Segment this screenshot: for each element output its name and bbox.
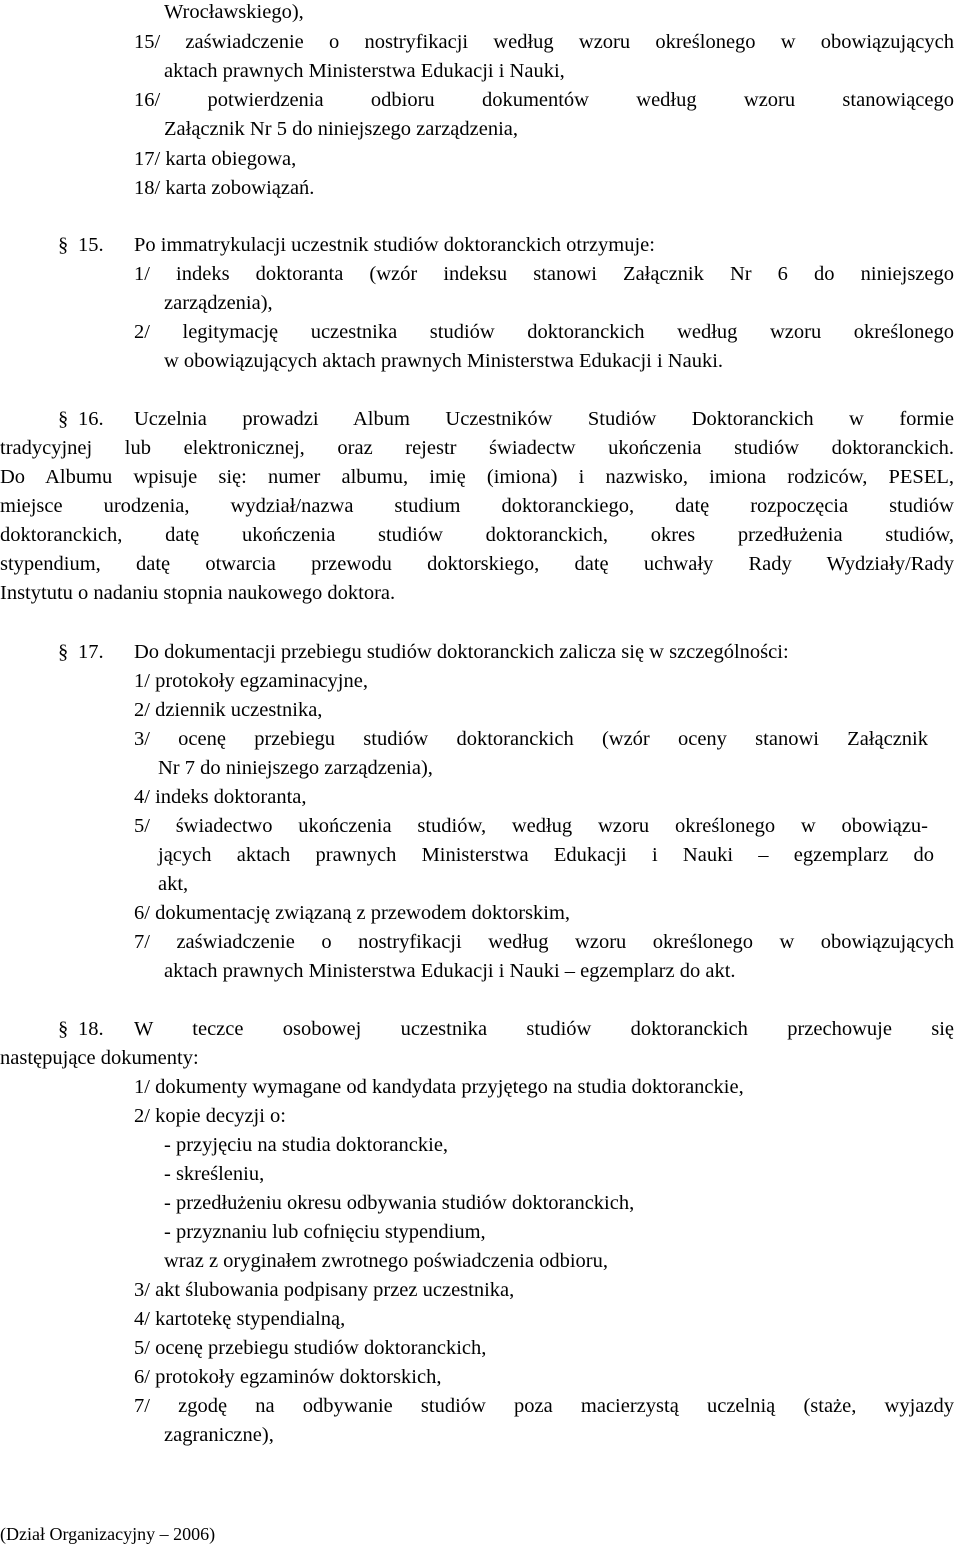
paragraph-line: tradycyjnej lub elektronicznej, oraz rejestr świadectw ukończenia studiów doktoranckich. <box>0 437 954 459</box>
list-item: 2/ legitymację uczestnika studiów doktoranckich według wzoru określonego <box>134 321 954 343</box>
list-item: 5/ świadectwo ukończenia studiów, według wzoru określonego w obowiązu- <box>134 815 928 837</box>
list-item: zarządzenia), <box>164 292 273 314</box>
paragraph-line: następujące dokumenty: <box>0 1047 199 1069</box>
list-item: akt, <box>158 873 189 895</box>
paragraph-line: stypendium, datę otwarcia przewodu doktorskiego, datę uchwały Rady Wydziały/Rady <box>0 553 954 575</box>
list-item: 2/ kopie decyzji o: <box>134 1105 286 1127</box>
section-18-number: 18. <box>78 1018 104 1040</box>
section-16-number: 16. <box>78 408 104 430</box>
list-item: 4/ kartotekę stypendialną, <box>134 1308 346 1330</box>
list-item: 6/ dokumentację związaną z przewodem doktorskim, <box>134 902 571 924</box>
list-item: aktach prawnych Ministerstwa Edukacji i Nauki – egzemplarz do akt. <box>164 960 736 982</box>
list-item: 15/ zaświadczenie o nostryfikacji według wzoru określonego w obowiązujących <box>134 31 954 53</box>
section-17-intro: Do dokumentacji przebiegu studiów doktoranckich zalicza się w szczególności: <box>134 641 789 663</box>
list-item: aktach prawnych Ministerstwa Edukacji i Nauki, <box>164 60 565 82</box>
sub-list-item: - przedłużeniu okresu odbywania studiów doktoranckich, <box>164 1192 635 1214</box>
list-item: Nr 7 do niniejszego zarządzenia), <box>158 757 433 779</box>
paragraph-line: Uczelnia prowadzi Album Uczestników Studiów Doktoranckich w formie <box>134 408 954 430</box>
list-item: 3/ akt ślubowania podpisany przez uczestnika, <box>134 1279 515 1301</box>
section-17-number: 17. <box>78 641 104 663</box>
list-item: 1/ dokumenty wymagane od kandydata przyjętego na studia doktoranckie, <box>134 1076 744 1098</box>
list-item: Załącznik Nr 5 do niniejszego zarządzenia, <box>164 118 519 140</box>
sub-list-item: - skreśleniu, <box>164 1163 265 1185</box>
sub-list-item: - przyjęciu na studia doktoranckie, <box>164 1134 449 1156</box>
list-item: 5/ ocenę przebiegu studiów doktoranckich, <box>134 1337 487 1359</box>
paragraph-line: miejsce urodzenia, wydział/nazwa studium doktoranckiego, datę rozpoczęcia studiów <box>0 495 954 517</box>
section-15-number: 15. <box>78 234 104 256</box>
section-18-paragraph-sign: § <box>58 1018 69 1040</box>
sub-list-item: - przyznaniu lub cofnięciu stypendium, <box>164 1221 486 1243</box>
sub-list-item: wraz z oryginałem zwrotnego poświadczenia odbioru, <box>164 1250 609 1272</box>
page-footer: (Dział Organizacyjny – 2006) <box>0 1524 216 1544</box>
list-item: 7/ zaświadczenie o nostryfikacji według wzoru określonego w obowiązujących <box>134 931 954 953</box>
list-item: 16/ potwierdzenia odbioru dokumentów według wzoru stanowiącego <box>134 89 954 111</box>
list-item: 17/ karta obiegowa, <box>134 148 297 170</box>
list-item: 4/ indeks doktoranta, <box>134 786 307 808</box>
list-item: 3/ ocenę przebiegu studiów doktoranckich (wzór oceny stanowi Załącznik <box>134 728 928 750</box>
paragraph-line: Do Albumu wpisuje się: numer albumu, imię (imiona) i nazwisko, imiona rodziców, PESEL, <box>0 466 954 488</box>
list-item: w obowiązujących aktach prawnych Ministerstwa Edukacji i Nauki. <box>164 350 724 372</box>
list-item: Wrocławskiego), <box>164 1 304 23</box>
list-item: 7/ zgodę na odbywanie studiów poza macierzystą uczelnią (staże, wyjazdy <box>134 1395 954 1417</box>
list-item: 18/ karta zobowiązań. <box>134 177 315 199</box>
list-item: jących aktach prawnych Ministerstwa Edukacji i Nauki – egzemplarz do <box>158 844 934 866</box>
section-16-paragraph-sign: § <box>58 408 69 430</box>
list-item: 6/ protokoły egzaminów doktorskich, <box>134 1366 442 1388</box>
section-15-paragraph-sign: § <box>58 234 69 256</box>
list-item: zagraniczne), <box>164 1424 274 1446</box>
paragraph-line: Instytutu o nadaniu stopnia naukowego doktora. <box>0 582 396 604</box>
paragraph-line: W teczce osobowej uczestnika studiów doktoranckich przechowuje się <box>134 1018 954 1040</box>
list-item: 2/ dziennik uczestnika, <box>134 699 323 721</box>
list-item: 1/ indeks doktoranta (wzór indeksu stanowi Załącznik Nr 6 do niniejszego <box>134 263 954 285</box>
paragraph-line: doktoranckich, datę ukończenia studiów doktoranckich, okres przedłużenia studiów, <box>0 524 954 546</box>
list-item: 1/ protokoły egzaminacyjne, <box>134 670 368 692</box>
section-15-intro: Po immatrykulacji uczestnik studiów doktoranckich otrzymuje: <box>134 234 655 256</box>
section-17-paragraph-sign: § <box>58 641 69 663</box>
